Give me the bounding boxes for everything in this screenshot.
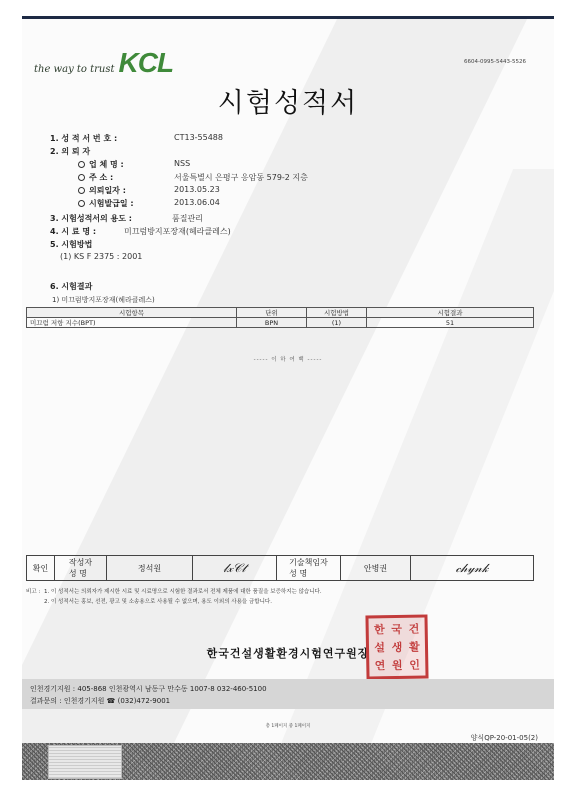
logo-tagline: the way to trust (34, 64, 115, 75)
approver-role-top: 기술책임자 (289, 558, 328, 567)
notes-line-2: 2. 이 성적서는 홍보, 선전, 광고 및 소송용으로 사용될 수 없으며, 용도 이외의 사용을 금합니다. (44, 599, 272, 605)
sample-name-value: 미끄럼방지포장재(헤라클레스) (124, 227, 231, 236)
circle-bullet-icon (78, 174, 85, 181)
issue-date-value: 2013.06.04 (174, 198, 220, 207)
certificate-number-label: 1. 성 적 서 번 호 : (50, 134, 118, 143)
results-cell-unit: BPN (237, 318, 307, 328)
page-title: 시험성적서 (217, 88, 359, 119)
approver-name: 안병권 (341, 556, 411, 580)
address-label: 주 소 : (78, 172, 113, 183)
requester-label: 2. 의 뢰 자 (50, 147, 91, 156)
company-value: NSS (174, 159, 191, 168)
results-table (26, 307, 534, 328)
results-cell-result: 51 (367, 318, 534, 328)
contact-line-2: 결과문의 : 인천경기지원 ☎ (032)472-9001 (30, 697, 171, 705)
confirm-label: 확인 (27, 556, 55, 580)
results-header-item: 시험항목 (27, 308, 237, 318)
document-number: 6604-0995-5443-5526 (464, 59, 526, 65)
test-result-sample: 1) 미끄럼방지포장재(헤라클레스) (52, 296, 155, 304)
address-value: 서울특별시 은평구 응암동 579-2 지층 (174, 173, 308, 182)
security-code-box (48, 745, 122, 779)
end-mark: ----- 이 하 여 백 ----- (253, 357, 323, 363)
author-signature: 𝓁𝓍𝒞𝓉 (193, 556, 277, 580)
test-method-value: (1) KS F 2375 : 2001 (60, 252, 143, 261)
purpose-label: 3. 시험성적서의 용도 : (50, 214, 132, 223)
notes-label: 비고 : (26, 589, 41, 595)
circle-bullet-icon (78, 187, 85, 194)
signature-box (26, 555, 534, 581)
contact-line-1: 인천경기지원 : 405-868 인천광역시 남동구 만수동 1007-8 032-460-5100 (30, 685, 267, 693)
approver-role-bottom: 성 명 (289, 569, 308, 578)
approver-role (277, 556, 341, 580)
author-name: 정석원 (107, 556, 193, 580)
table-row (27, 318, 534, 328)
sample-name-label: 4. 시 료 명 : (50, 227, 97, 236)
results-cell-item: 미끄럼 저항 지수(BPT) (27, 318, 237, 328)
notes-line-1: 1. 이 성적서는 의뢰자가 제시한 시료 및 시료명으로 시험한 결과로서 전체 제품에 대한 품질을 보증하지는 않습니다. (44, 589, 322, 595)
page-counter: 총 1페이지 중 1페이지 (265, 724, 311, 729)
approver-signature: 𝒸𝒽𝓎𝓃𝓀 (455, 560, 489, 575)
results-cell-method: (1) (307, 318, 367, 328)
author-role-bottom: 성 명 (68, 569, 87, 578)
test-method-label: 5. 시험방법 (50, 240, 93, 249)
certificate-page (22, 16, 554, 780)
circle-bullet-icon (78, 161, 85, 168)
results-header-method: 시험방법 (307, 308, 367, 318)
institute-name: 한국건설생활환경시험연구원장 (206, 647, 370, 660)
results-header-unit: 단위 (237, 308, 307, 318)
author-role-top: 작성자 (68, 558, 93, 567)
circle-bullet-icon (78, 200, 85, 207)
request-date-value: 2013.05.23 (174, 185, 220, 194)
request-date-label: 의뢰일자 : (78, 185, 126, 196)
certificate-number-value: CT13-55488 (174, 133, 223, 142)
results-header-row (27, 308, 534, 318)
author-role (55, 556, 107, 580)
company-label: 업 체 명 : (78, 159, 124, 170)
results-header-result: 시험결과 (367, 308, 534, 318)
form-number: 양식QP-20-01-05(2) (470, 734, 538, 742)
official-seal: 한 국 건 설 생 활 연 원 인 (365, 614, 428, 679)
kcl-logo (34, 47, 173, 79)
purpose-value: 품질관리 (172, 214, 203, 223)
contact-info (22, 679, 554, 709)
issue-date-label: 시험발급일 : (78, 198, 134, 209)
notes (26, 587, 534, 607)
test-result-label: 6. 시험결과 (50, 282, 93, 291)
logo-mark: KCL (118, 47, 174, 78)
